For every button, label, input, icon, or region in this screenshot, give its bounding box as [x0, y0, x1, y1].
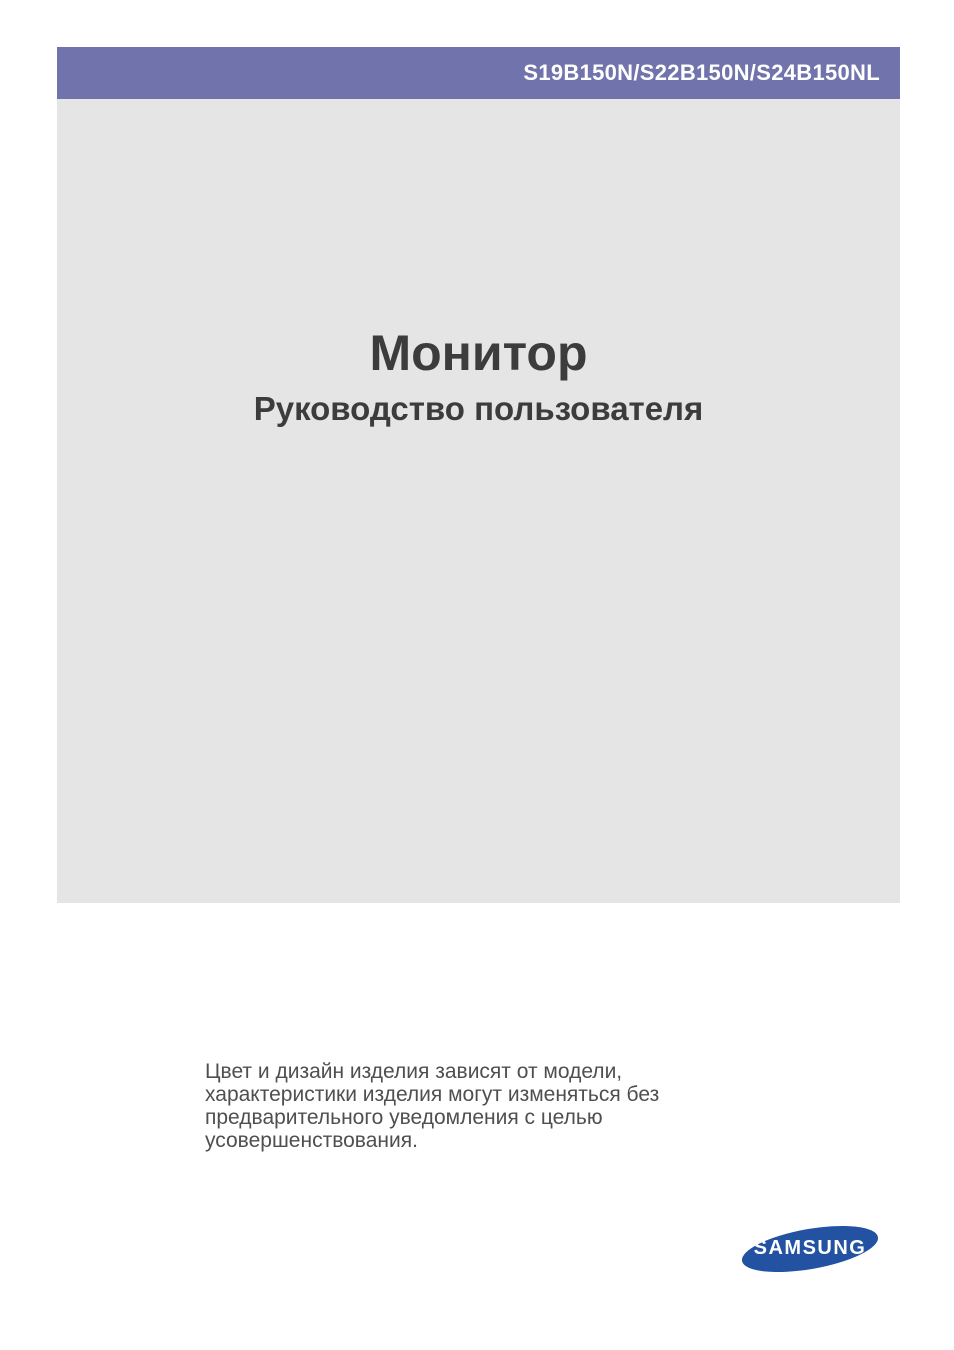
- model-numbers: S19B150N/S22B150N/S24B150NL: [523, 60, 880, 85]
- disclaimer-line: Цвет и дизайн изделия зависят от модели,: [205, 1060, 623, 1083]
- samsung-logo-text: SAMSUNG: [753, 1237, 867, 1259]
- disclaimer-text: [205, 1060, 685, 1152]
- disclaimer-line: характеристики изделия могут изменяться без: [205, 1083, 660, 1106]
- disclaimer-line: усовершенствования.: [205, 1129, 418, 1152]
- header-band: [57, 47, 900, 99]
- samsung-logo: [737, 1221, 883, 1276]
- cover-panel: [57, 99, 900, 903]
- disclaimer-line: предварительного уведомления с целью: [205, 1106, 603, 1129]
- page-title: Монитор: [369, 325, 588, 381]
- page-subtitle: Руководство пользователя: [253, 390, 704, 427]
